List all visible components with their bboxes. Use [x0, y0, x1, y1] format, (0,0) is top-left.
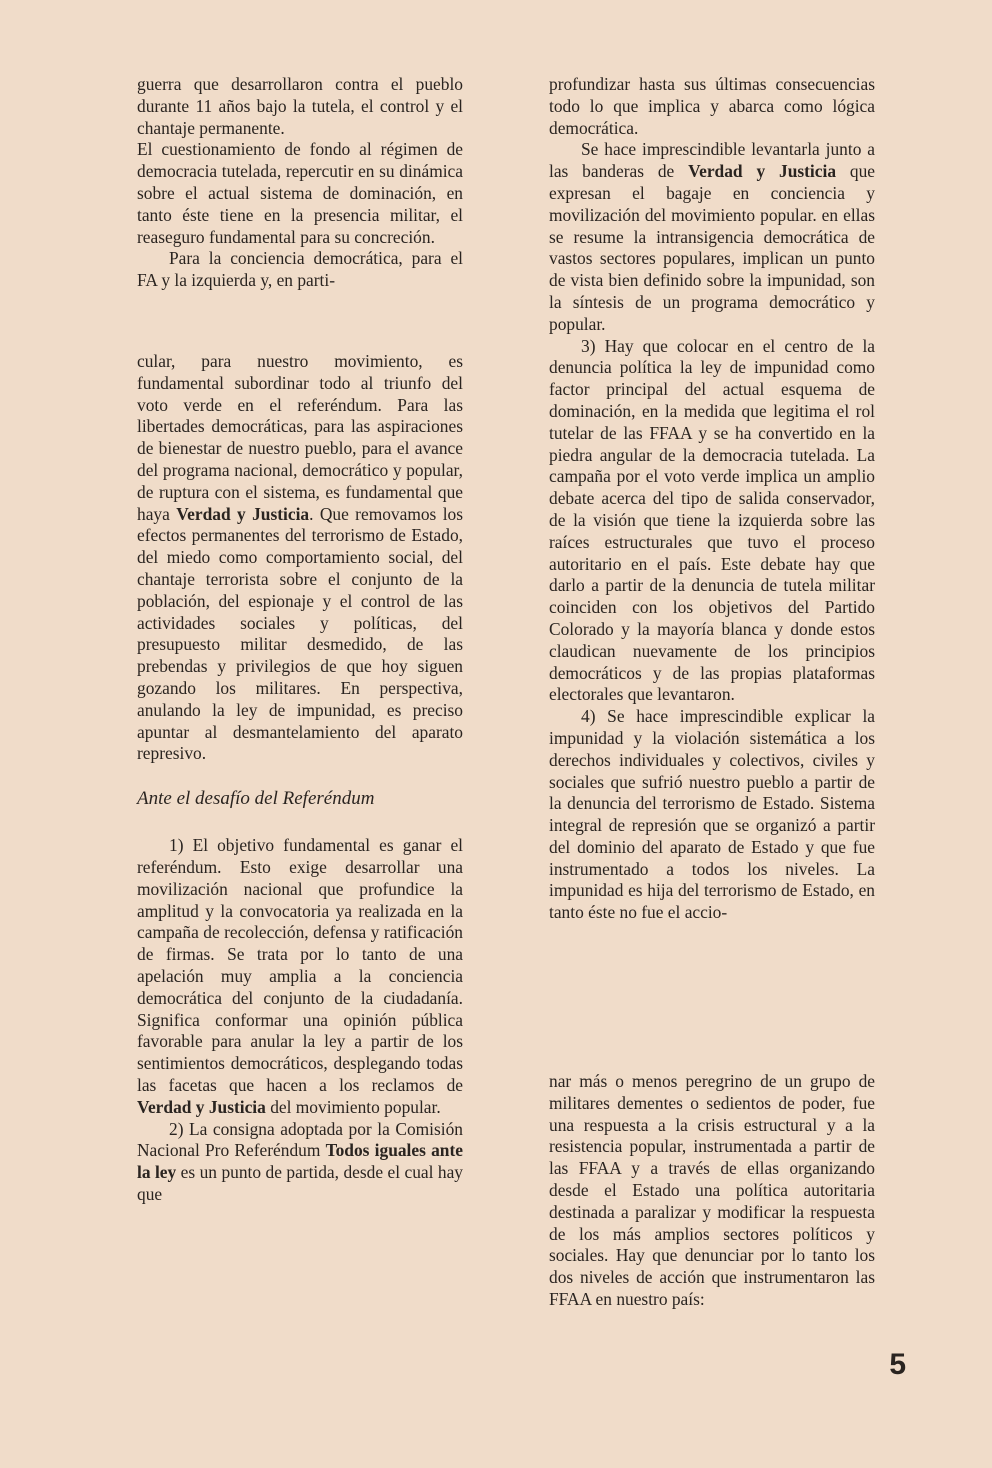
text-run: que expresan el bagaje en conciencia y movilización del movimiento popular. en ellas se resume la intransigencia democrática de vastos sectores populares, implican un punto de vista bien definido sobre la impunidad, son la síntesis de un programa democrático y popular. — [549, 161, 875, 334]
paragraph: profundizar hasta sus últimas consecuencias todo lo que implica y abarca como lógica democrática. — [549, 74, 875, 138]
paragraph — [137, 1119, 463, 1206]
paragraph: nar más o menos peregrino de un grupo de militares dementes o sedientos de poder, fue una respuesta a la crisis estructural y a la resistencia popular, instrumentada a partir de las FFAA y a través de ellas organizando desde el Estado una política autoritaria destinada a paralizar y modificar la respuesta de los más amplios sectores políticos y sociales. Hay que denunciar por lo tanto los dos niveles de acción que instrumentaron las FFAA en nuestro país: — [549, 1071, 875, 1309]
page-number: 5 — [889, 1348, 906, 1381]
paragraph — [137, 351, 463, 765]
text-run: es un punto de partida, desde el cual hay que — [137, 1162, 464, 1204]
bold-text: Todos iguales ante la ley — [137, 1140, 463, 1183]
text-run: del movimiento popular. — [265, 1096, 441, 1117]
bold-text: Verdad y Justicia — [688, 161, 837, 182]
text-run: Se hace imprescindible levantarla junto a las banderas de — [549, 139, 875, 182]
column-left-bottom — [137, 351, 463, 1206]
text-run: . Que removamos los efectos permanentes del terrorismo de Estado, del miedo como comportamiento social, del chantaje terrorista sobre el conjunto de la población, del espionaje y el control de las actividades sociales y políticas, del presupuesto militar desmedido, de las prebendas y privilegios de que hoy siguen gozando los militares. En perspectiva, anulando la ley de impunidad, es preciso apuntar al desmantelamiento del aparato represivo. — [137, 503, 463, 764]
paragraph — [137, 835, 463, 1118]
bold-text: Verdad y Justicia — [137, 1096, 266, 1117]
bold-text: Verdad y Justicia — [176, 503, 310, 524]
text-run: cular, para nuestro movimiento, es fundamental subordinar todo al triunfo del voto verde en el referéndum. Para las libertades democráticas, para las aspiraciones de bienestar de nuestro pueblo, para el avance del programa nacional, democrático y popular, de ruptura con el sistema, es fundamental que haya — [137, 351, 463, 524]
paragraph: 4) Se hace imprescindible explicar la impunidad y la violación sistemática a los derechos individuales y colectivos, civiles y sociales que sufrió nuestro pueblo a partir de la denuncia del terrorismo de Estado. Sistema integral de represión que se organizó a partir del dominio del aparato de Estado y que fue instrumentado a todos los niveles. La impunidad es hija del terrorismo de Estado, en tanto éste no fue el accio- — [549, 706, 875, 923]
text-run: 2) La consigna adoptada por la Comisión Nacional Pro Referéndum — [137, 1118, 463, 1161]
paragraph: Para la conciencia democrática, para el FA y la izquierda y, en parti- — [137, 248, 463, 291]
paragraph — [549, 139, 875, 335]
column-right-bottom — [549, 1071, 875, 1311]
paragraph: 3) Hay que colocar en el centro de la denuncia política la ley de impunidad como factor principal del actual esquema de dominación, en la medida que legitima el rol tutelar de las FFAA y se ha convertido en la piedra angular de la democracia tutelada. La campaña por el voto verde implica un amplio debate acerca del tipo de salida conservador, de la visión que tiene la izquierda sobre las raíces estructurales que tuvo el proceso autoritario en el país. Este debate hay que darlo a partir de la denuncia de tutela militar coinciden con los objetivos del Partido Colorado y la mayoría blanca y donde estos claudican nuevamente de los principios democráticos y de las propias plataformas electorales que levantaron. — [549, 335, 875, 705]
column-right-top — [549, 74, 875, 924]
paragraph: guerra que desarrollaron contra el pueblo durante 11 años bajo la tutela, el control y el chantaje permanente. — [137, 74, 463, 138]
column-left-top — [137, 74, 463, 292]
section-heading: Ante el desafío del Referéndum — [137, 788, 375, 810]
text-run: 1) El objetivo fundamental es ganar el referéndum. Esto exige desarrollar una movilización nacional que profundice la amplitud y la convocatoria ya realizada en la campaña de recolección, defensa y ratificación de firmas. Se trata por lo tanto de una apelación muy amplia a la conciencia democrática del conjunto de la ciudadanía. Significa conformar una opinión pública favorable para anular la ley a partir de los sentimientos democráticos, desplegando todas las facetas que hacen a los reclamos de — [137, 835, 463, 1095]
paragraph: El cuestionamiento de fondo al régimen de democracia tutelada, repercutir en su dinámica sobre el actual sistema de dominación, en tanto éste tiene en la presencia militar, el reaseguro fundamental para su concreción. — [137, 139, 463, 247]
